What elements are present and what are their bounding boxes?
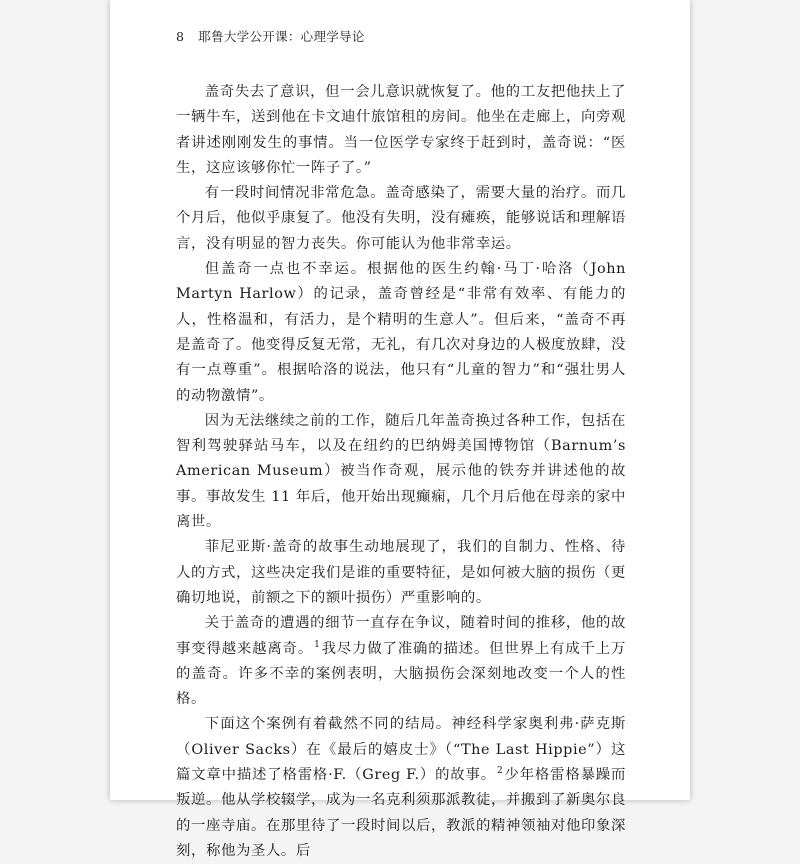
paragraph: 菲尼亚斯·盖奇的故事生动地展现了，我们的自制力、性格、待人的方式，这些决定我们是谁的重要特征，是如何被大脑的损伤（更确切地说，前额之下的额叶损伤）严重影响的。 bbox=[176, 539, 626, 606]
page-number: 8 bbox=[176, 29, 185, 44]
book-page bbox=[110, 0, 690, 859]
book-title: 耶鲁大学公开课：心理学导论 bbox=[198, 29, 365, 44]
paragraph: 盖奇失去了意识，但一会儿意识就恢复了。他的工友把他扶上了一辆牛车，送到他在卡文迪什旅馆租的房间。他坐在走廊上，向旁观者讲述刚刚发生的事情。当一位医学专家终于赶到时，盖奇说：“医生，这应该够你忙一阵子了。” bbox=[176, 84, 626, 176]
paragraph bbox=[176, 611, 626, 712]
paragraph: 有一段时间情况非常危急。盖奇感染了，需要大量的治疗。而几个月后，他似乎康复了。他没有失明，没有瘫痪，能够说话和理解语言，没有明显的智力丧失。你可能认为他非常幸运。 bbox=[176, 185, 626, 252]
running-header bbox=[176, 27, 365, 45]
paragraph-text: 少年格雷格暴躁而叛逆。他从学校辍学，成为一名克利须那派教徒，并搬到了新奥尔良的一座寺庙。在那里待了一段时间以后，教派的精神领袖对他印象深刻，称他为圣人。后 bbox=[176, 767, 626, 859]
paragraph-text: 关于盖奇的遭遇的细节一直存在争议，随着时间的推移，他的故事变得越来越离奇。 bbox=[176, 615, 626, 657]
paragraph: 因为无法继续之前的工作，随后几年盖奇换过各种工作，包括在智利驾驶驿站马车，以及在纽约的巴纳姆美国博物馆（Barnum’s American Museum）被当作奇观，展示他的铁夯并讲述他的故事。事故发生 11 年后，他开始出现癫痫，几个月后他在母亲的家中离世。 bbox=[176, 412, 626, 531]
paragraph bbox=[176, 712, 626, 864]
footnote-ref: 2 bbox=[496, 766, 504, 777]
paragraph-text: 下面这个案例有着截然不同的结局。神经科学家奥利弗·萨克斯（Oliver Sacks）在《最后的嬉皮士》（“The Last Hippie”）这篇文章中描述了格雷格·F.（Greg F.）的故事。 bbox=[176, 716, 626, 784]
paragraph: 但盖奇一点也不幸运。根据他的医生约翰·马丁·哈洛（John Martyn Harlow）的记录，盖奇曾经是“非常有效率、有能力的人，性格温和，有活力，是个精明的生意人”。但后来，“盖奇不再是盖奇了。他变得反复无常，无礼，有几次对身边的人极度放肆，没有一点尊重”。根据哈洛的说法，他只有“儿童的智力”和“强壮男人的动物激情”。 bbox=[176, 261, 626, 404]
footnote-ref: 1 bbox=[314, 639, 321, 650]
paragraph-text: 我尽力做了准确的描述。但世界上有成千上万的盖奇。许多不幸的案例表明，大脑损伤会深刻地改变一个人的性格。 bbox=[176, 640, 626, 708]
body-text bbox=[176, 80, 626, 864]
